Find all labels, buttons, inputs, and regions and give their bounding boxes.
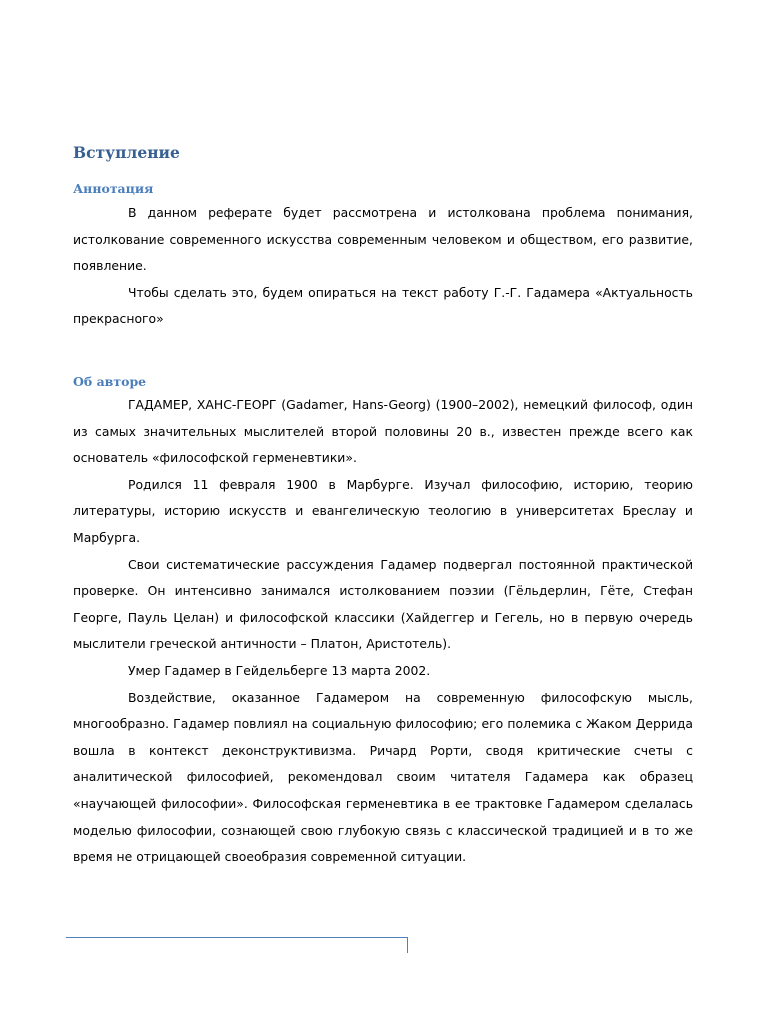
annotation-paragraph-2: Чтобы сделать это, будем опираться на текст работу Г.-Г. Гадамера «Актуальность прекрасного»	[73, 284, 693, 327]
author-paragraph-5: Воздействие, оказанное Гадамером на современную философскую мысль, многообразно. Гадамер повлиял на социальную философию; его полемика с Жаком Деррида вошла в контекст деконструктивизма. Ричард Рорти, сводя критические счеты с аналитической философией, рекомендовал своим читателя Гадамера как образец «научающей философии». Философская герменевтика в ее трактовке Гадамером сделалась моделью философии, сознающей свою глубокую связь с классической традицией и в то же время не отрицающей своеобразия современной ситуации.	[73, 689, 693, 865]
annotation-paragraph-1: В данном реферате будет рассмотрена и истолкована проблема понимания, истолкование современного искусства современным человеком и обществом, его развитие, появление.	[73, 205, 693, 274]
author-paragraph-2: Родился 11 февраля 1900 в Марбурге. Изучал философию, историю, теорию литературы, историю искусств и евангелическую теологию в университетах Бреслау и Марбурга.	[73, 476, 693, 545]
heading-introduction: Вступление	[73, 143, 180, 162]
heading-about-author: Об авторе	[73, 374, 147, 389]
author-paragraph-1: ГАДАМЕР, ХАНС-ГЕОРГ (Gadamer, Hans-Georg) (1900–2002), немецкий философ, один из самых значительных мыслителей второй половины 20 в., известен прежде всего как основатель «философской герменевтики».	[73, 397, 693, 466]
annotation-section	[73, 200, 693, 333]
heading-annotation: Аннотация	[73, 181, 154, 196]
author-paragraph-3: Свои систематические рассуждения Гадамер подвергал постоянной практической проверке. Он интенсивно занимался истолкованием поэзии (Гёльдерлин, Гёте, Стефан Георге, Пауль Целан) и философской классики (Хайдеггер и Гегель, но в первую очередь мыслители греческой античности – Платон, Аристотель).	[73, 556, 693, 652]
footer-rule	[66, 937, 408, 953]
about-author-section	[73, 392, 693, 871]
author-paragraph-4: Умер Гадамер в Гейдельберге 13 марта 2002.	[128, 662, 431, 678]
